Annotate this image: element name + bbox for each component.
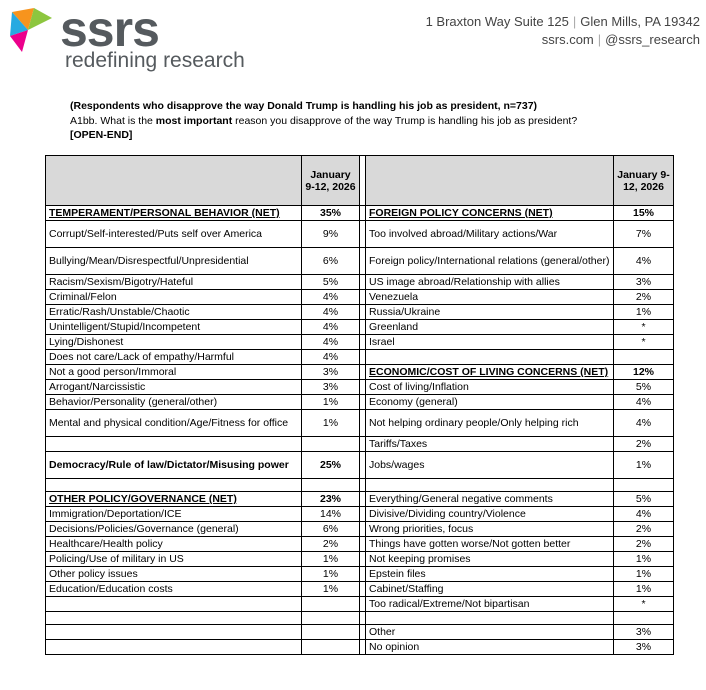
row-value-right: 15% [614, 206, 674, 221]
row-value-left: 4% [302, 350, 360, 365]
row-label-right [366, 206, 614, 221]
row-value-left: 1% [302, 552, 360, 567]
row-value-left [302, 640, 360, 655]
table-row [46, 597, 674, 612]
row-value-left: 1% [302, 410, 360, 437]
row-label-right: No opinion [366, 640, 614, 655]
row-label-right: Other [366, 625, 614, 640]
table-header-row [46, 156, 674, 206]
question-text: A1bb. What is the most important reason you disapprove of the way Trump is handling his job as president? [70, 114, 578, 127]
row-value-left: 4% [302, 320, 360, 335]
row-value-right: 4% [614, 248, 674, 275]
row-label-left: Behavior/Personality (general/other) [46, 395, 302, 410]
table-row [46, 522, 674, 537]
row-value-left [302, 612, 360, 625]
table-row [46, 380, 674, 395]
table-row [46, 537, 674, 552]
address: 1 Braxton Way Suite 125 [425, 14, 569, 29]
row-label-left: Democracy/Rule of law/Dictator/Misusing power [46, 452, 302, 479]
table-row [46, 320, 674, 335]
row-label-left: Does not care/Lack of empathy/Harmful [46, 350, 302, 365]
results-table [45, 155, 674, 655]
report-header [0, 0, 706, 80]
table-row [46, 290, 674, 305]
row-value-left: 1% [302, 582, 360, 597]
row-value-right: * [614, 335, 674, 350]
row-label-right: Divisive/Dividing country/Violence [366, 507, 614, 522]
row-label-right: Too radical/Extreme/Not bipartisan [366, 597, 614, 612]
row-value-left: 23% [302, 492, 360, 507]
row-label-left: Criminal/Felon [46, 290, 302, 305]
brand-name: ssrs [60, 1, 159, 57]
row-value-left: 6% [302, 522, 360, 537]
row-value-right: 7% [614, 221, 674, 248]
row-label-right: Jobs/wages [366, 452, 614, 479]
row-value-right: 1% [614, 582, 674, 597]
row-label-right: Not keeping promises [366, 552, 614, 567]
row-value-left: 5% [302, 275, 360, 290]
row-value-right: 1% [614, 452, 674, 479]
row-value-right: 1% [614, 305, 674, 320]
table-row [46, 452, 674, 479]
row-value-left: 6% [302, 248, 360, 275]
table-row [46, 221, 674, 248]
row-label-left: Policing/Use of military in US [46, 552, 302, 567]
row-label-right: Economy (general) [366, 395, 614, 410]
net-label: TEMPERAMENT/PERSONAL BEHAVIOR (NET) [49, 207, 280, 219]
row-value-right: 4% [614, 507, 674, 522]
row-value-right: 1% [614, 552, 674, 567]
row-label-left: Other policy issues [46, 567, 302, 582]
row-label-left [46, 492, 302, 507]
ssrs-logo-icon [8, 6, 58, 56]
table-row [46, 492, 674, 507]
net-label: ECONOMIC/COST OF LIVING CONCERNS (NET) [369, 366, 609, 378]
row-label-left: Bullying/Mean/Disrespectful/Unpresidential [46, 248, 302, 275]
row-label-left [46, 597, 302, 612]
table-row [46, 275, 674, 290]
row-label-left: Mental and physical condition/Age/Fitness for office [46, 410, 302, 437]
table-row [46, 248, 674, 275]
row-label-left: Immigration/Deportation/ICE [46, 507, 302, 522]
row-value-left: 4% [302, 290, 360, 305]
column-header-left: January 9-12, 2026 [302, 156, 360, 206]
table-row [46, 335, 674, 350]
row-label-left: Lying/Dishonest [46, 335, 302, 350]
row-label-right [366, 365, 614, 380]
row-label-right: Everything/General negative comments [366, 492, 614, 507]
row-label-right: Tariffs/Taxes [366, 437, 614, 452]
row-label-left [46, 625, 302, 640]
table-row [46, 507, 674, 522]
question-emphasis: most important [155, 114, 233, 127]
row-label-right [366, 479, 614, 492]
row-label-right: Things have gotten worse/Not gotten better [366, 537, 614, 552]
row-value-right: 4% [614, 395, 674, 410]
net-label: OTHER POLICY/GOVERNANCE (NET) [49, 493, 237, 505]
row-label-left: Education/Education costs [46, 582, 302, 597]
row-value-left: 2% [302, 537, 360, 552]
table-row [46, 582, 674, 597]
row-label-left: Arrogant/Narcissistic [46, 380, 302, 395]
row-label-right: Foreign policy/International relations (general/other) [366, 248, 614, 275]
row-label-right: Venezuela [366, 290, 614, 305]
table-row [46, 625, 674, 640]
row-label-right: US image abroad/Relationship with allies [366, 275, 614, 290]
row-label-right: Cost of living/Inflation [366, 380, 614, 395]
row-value-right [614, 612, 674, 625]
row-value-right: 5% [614, 492, 674, 507]
row-label-left [46, 206, 302, 221]
row-label-right: Russia/Ukraine [366, 305, 614, 320]
row-label-right: Not helping ordinary people/Only helping rich [366, 410, 614, 437]
row-value-right: 12% [614, 365, 674, 380]
table-row [46, 350, 674, 365]
row-value-left: 25% [302, 452, 360, 479]
city: Glen Mills, PA 19342 [580, 14, 700, 29]
row-value-left [302, 479, 360, 492]
website-link[interactable]: ssrs.com [541, 32, 594, 47]
row-label-left: Erratic/Rash/Unstable/Chaotic [46, 305, 302, 320]
table-row [46, 206, 674, 221]
row-value-right: * [614, 320, 674, 335]
row-value-right: 4% [614, 410, 674, 437]
row-label-right: Greenland [366, 320, 614, 335]
table-row [46, 437, 674, 452]
contact-web: ssrs.com | @ssrs_research [541, 32, 700, 47]
row-label-right: Israel [366, 335, 614, 350]
table-row [46, 305, 674, 320]
table-row [46, 552, 674, 567]
row-value-left: 35% [302, 206, 360, 221]
brand-tagline: redefining research [65, 49, 245, 72]
net-label: FOREIGN POLICY CONCERNS (NET) [369, 207, 553, 219]
row-label-right: Epstein files [366, 567, 614, 582]
table-row [46, 395, 674, 410]
row-value-right: 1% [614, 567, 674, 582]
row-value-left: 1% [302, 567, 360, 582]
row-value-right: 5% [614, 380, 674, 395]
table-row [46, 410, 674, 437]
row-label-left [46, 437, 302, 452]
table-row [46, 612, 674, 625]
table-row [46, 479, 674, 492]
row-value-left: 14% [302, 507, 360, 522]
column-header-right: January 9-12, 2026 [614, 156, 674, 206]
row-value-right: 2% [614, 437, 674, 452]
row-value-right: 2% [614, 537, 674, 552]
table-row [46, 365, 674, 380]
row-value-left: 4% [302, 335, 360, 350]
base-description: (Respondents who disapprove the way Donald Trump is handling his job as president, n=737) [70, 100, 538, 112]
row-label-left [46, 479, 302, 492]
row-label-right: Cabinet/Staffing [366, 582, 614, 597]
row-value-left [302, 625, 360, 640]
social-handle[interactable]: @ssrs_research [605, 32, 700, 47]
row-value-left [302, 437, 360, 452]
row-label-right [366, 612, 614, 625]
row-value-left [302, 597, 360, 612]
row-label-left: Corrupt/Self-interested/Puts self over America [46, 221, 302, 248]
row-value-left: 3% [302, 365, 360, 380]
table-row [46, 567, 674, 582]
row-value-left: 1% [302, 395, 360, 410]
row-label-left [46, 640, 302, 655]
row-value-left: 9% [302, 221, 360, 248]
row-label-right [366, 350, 614, 365]
row-label-left: Decisions/Policies/Governance (general) [46, 522, 302, 537]
row-value-right [614, 479, 674, 492]
row-value-left: 3% [302, 380, 360, 395]
row-label-right: Wrong priorities, focus [366, 522, 614, 537]
table-row [46, 640, 674, 655]
row-value-right: 3% [614, 640, 674, 655]
row-value-left: 4% [302, 305, 360, 320]
row-value-right: 2% [614, 290, 674, 305]
row-value-right: 3% [614, 275, 674, 290]
contact-address: 1 Braxton Way Suite 125 | Glen Mills, PA 19342 [425, 14, 700, 29]
row-label-left [46, 612, 302, 625]
row-value-right: * [614, 597, 674, 612]
row-label-right: Too involved abroad/Military actions/War [366, 221, 614, 248]
question-intro [70, 99, 690, 143]
row-label-left: Unintelligent/Stupid/Incompetent [46, 320, 302, 335]
row-value-right: 2% [614, 522, 674, 537]
row-value-right: 3% [614, 625, 674, 640]
row-label-left: Racism/Sexism/Bigotry/Hateful [46, 275, 302, 290]
row-value-right [614, 350, 674, 365]
row-label-left: Healthcare/Health policy [46, 537, 302, 552]
open-end-label: [OPEN-END] [70, 129, 133, 141]
row-label-left: Not a good person/Immoral [46, 365, 302, 380]
